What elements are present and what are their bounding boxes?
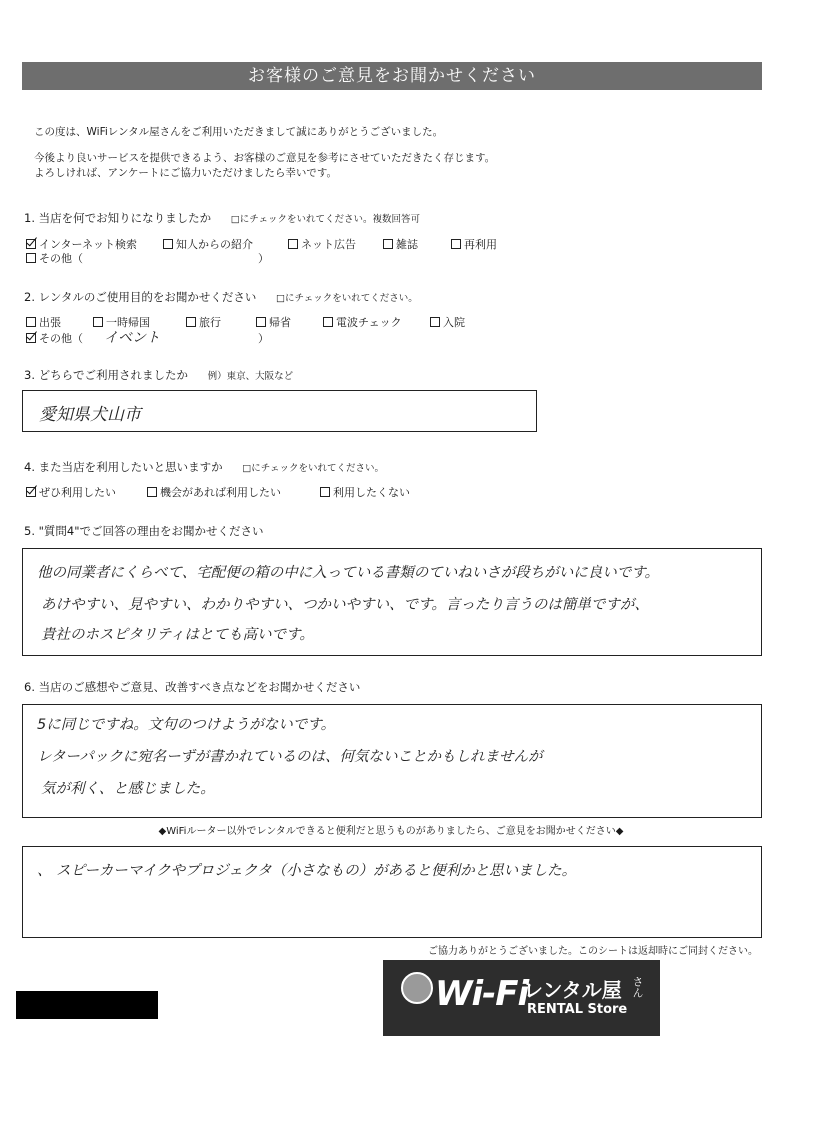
question-2-label: 2. レンタルのご使用目的をお聞かせください [24,290,257,304]
checkbox-checked-icon[interactable] [26,487,36,497]
feedback-answer-line: レターパックに宛名ーずが書かれているのは、何気ないことかもしれませんが [37,749,543,765]
intro-line-2: 今後より良いサービスを提供できるよう、お客様のご意見を参考にさせていただきたく存じます。 [34,152,496,164]
reason-answer-line: 他の同業者にくらべて、宅配便の箱の中に入っている書類のていねいさが段ちがいに良いです。 [37,565,660,581]
wifi-rental-logo [383,960,660,1036]
question-4-options [26,484,446,500]
rental-suggestion-answer: 、 スピーカーマイクやプロジェクタ（小さなもの）があると便利かと思いました。 [37,863,577,879]
location-answer: 愛知県犬山市 [39,405,141,425]
checkbox-icon[interactable] [163,239,173,249]
logo-jp: レンタル屋 [523,978,622,1002]
feedback-answer-line: 5に同じですね。文句のつけようがないです。 [37,717,336,733]
checkbox-icon[interactable] [26,253,36,263]
q2-other-close: ） [258,332,269,345]
reason-answer-box[interactable] [22,548,762,656]
question-4 [24,459,384,475]
checkbox-icon[interactable] [320,487,330,497]
checkbox-icon[interactable] [383,239,393,249]
footer-thanks: ご協力ありがとうございました。このシートは返却時にご同封ください。 [428,946,758,957]
q2-option-other[interactable]: その他（ [26,330,83,346]
checkbox-checked-icon[interactable] [26,333,36,343]
question-4-label: 4. また当店を利用したいと思いますか [24,460,223,474]
intro-line-3: よろしければ、アンケートにご協力いただけましたら幸いです。 [34,167,338,179]
crown-icon [401,972,433,1004]
q4-option-definitely[interactable]: ぜひ利用したい [26,484,116,500]
q4-option-if-chance[interactable]: 機会があれば利用したい [147,484,281,500]
checkbox-icon[interactable] [26,317,36,327]
logo-en: RENTAL Store [527,1002,628,1017]
q2-other-answer: イベント [104,330,160,346]
question-7-label: ◆WiFiルーター以外でレンタルできると便利だと思うものがありましたら、ご意見をお聞かせください◆ [158,826,624,837]
checkbox-icon[interactable] [323,317,333,327]
question-2-note: □にチェックをいれてください。 [276,293,418,304]
question-1-options [26,236,546,268]
logo-wifi: Wi-Fi [435,974,529,1014]
question-3 [24,367,293,383]
q1-option-net-ad[interactable]: ネット広告 [288,236,356,252]
question-1 [24,210,420,226]
question-5-label: 5. "質問4"でご回答の理由をお聞かせください [24,524,264,538]
logo-san: さん [631,976,644,998]
question-4-note: □にチェックをいれてください。 [242,463,384,474]
checkbox-icon[interactable] [256,317,266,327]
question-1-label: 1. 当店を何でお知りになりましたか [24,211,212,225]
form-title: お客様のご意見をお聞かせください [22,62,762,90]
checkbox-icon[interactable] [430,317,440,327]
checkbox-icon[interactable] [451,239,461,249]
question-1-note: □にチェックをいれてください。複数回答可 [230,214,420,225]
q2-option-return-home[interactable]: 一時帰国 [93,314,150,330]
checkbox-icon[interactable] [288,239,298,249]
q2-option-hospital[interactable]: 入院 [430,314,465,330]
reason-answer-line: あけやすい、見やすい、わかりやすい、つかいやすい、です。言ったり言うのは簡単ですが、 [41,597,649,613]
redaction-bar [16,991,158,1019]
q2-option-business[interactable]: 出張 [26,314,61,330]
question-2-options [26,314,546,348]
feedback-answer-box[interactable] [22,704,762,818]
intro-line-1: この度は、WiFiレンタル屋さんをご利用いただきまして誠にありがとうございました。 [34,126,444,138]
rental-suggestion-box[interactable] [22,846,762,938]
q1-other-close: ） [258,252,269,265]
q1-option-reuse[interactable]: 再利用 [451,236,497,252]
q1-option-other[interactable]: その他（ [26,250,83,266]
reason-answer-line: 貴社のホスピタリティはとても高いです。 [41,627,314,643]
q2-option-travel[interactable]: 旅行 [186,314,221,330]
question-3-label: 3. どちらでご利用されましたか [24,368,189,382]
checkbox-icon[interactable] [147,487,157,497]
q2-option-homecoming[interactable]: 帰省 [256,314,291,330]
question-2 [24,289,418,305]
location-answer-box[interactable] [22,390,537,432]
feedback-answer-line: 気が利く、と感じました。 [41,781,215,797]
checkbox-icon[interactable] [93,317,103,327]
checkbox-icon[interactable] [186,317,196,327]
checkbox-checked-icon[interactable] [26,239,36,249]
q4-option-no[interactable]: 利用したくない [320,484,410,500]
question-3-note: 例）東京、大阪など [207,371,294,382]
q1-option-magazine[interactable]: 雑誌 [383,236,418,252]
q2-option-signal-check[interactable]: 電波チェック [323,314,402,330]
question-6-label: 6. 当店のご感想やご意見、改善すべき点などをお聞かせください [24,680,361,694]
q1-option-internet[interactable]: インターネット検索 [26,236,137,252]
q1-option-referral[interactable]: 知人からの紹介 [163,236,253,252]
